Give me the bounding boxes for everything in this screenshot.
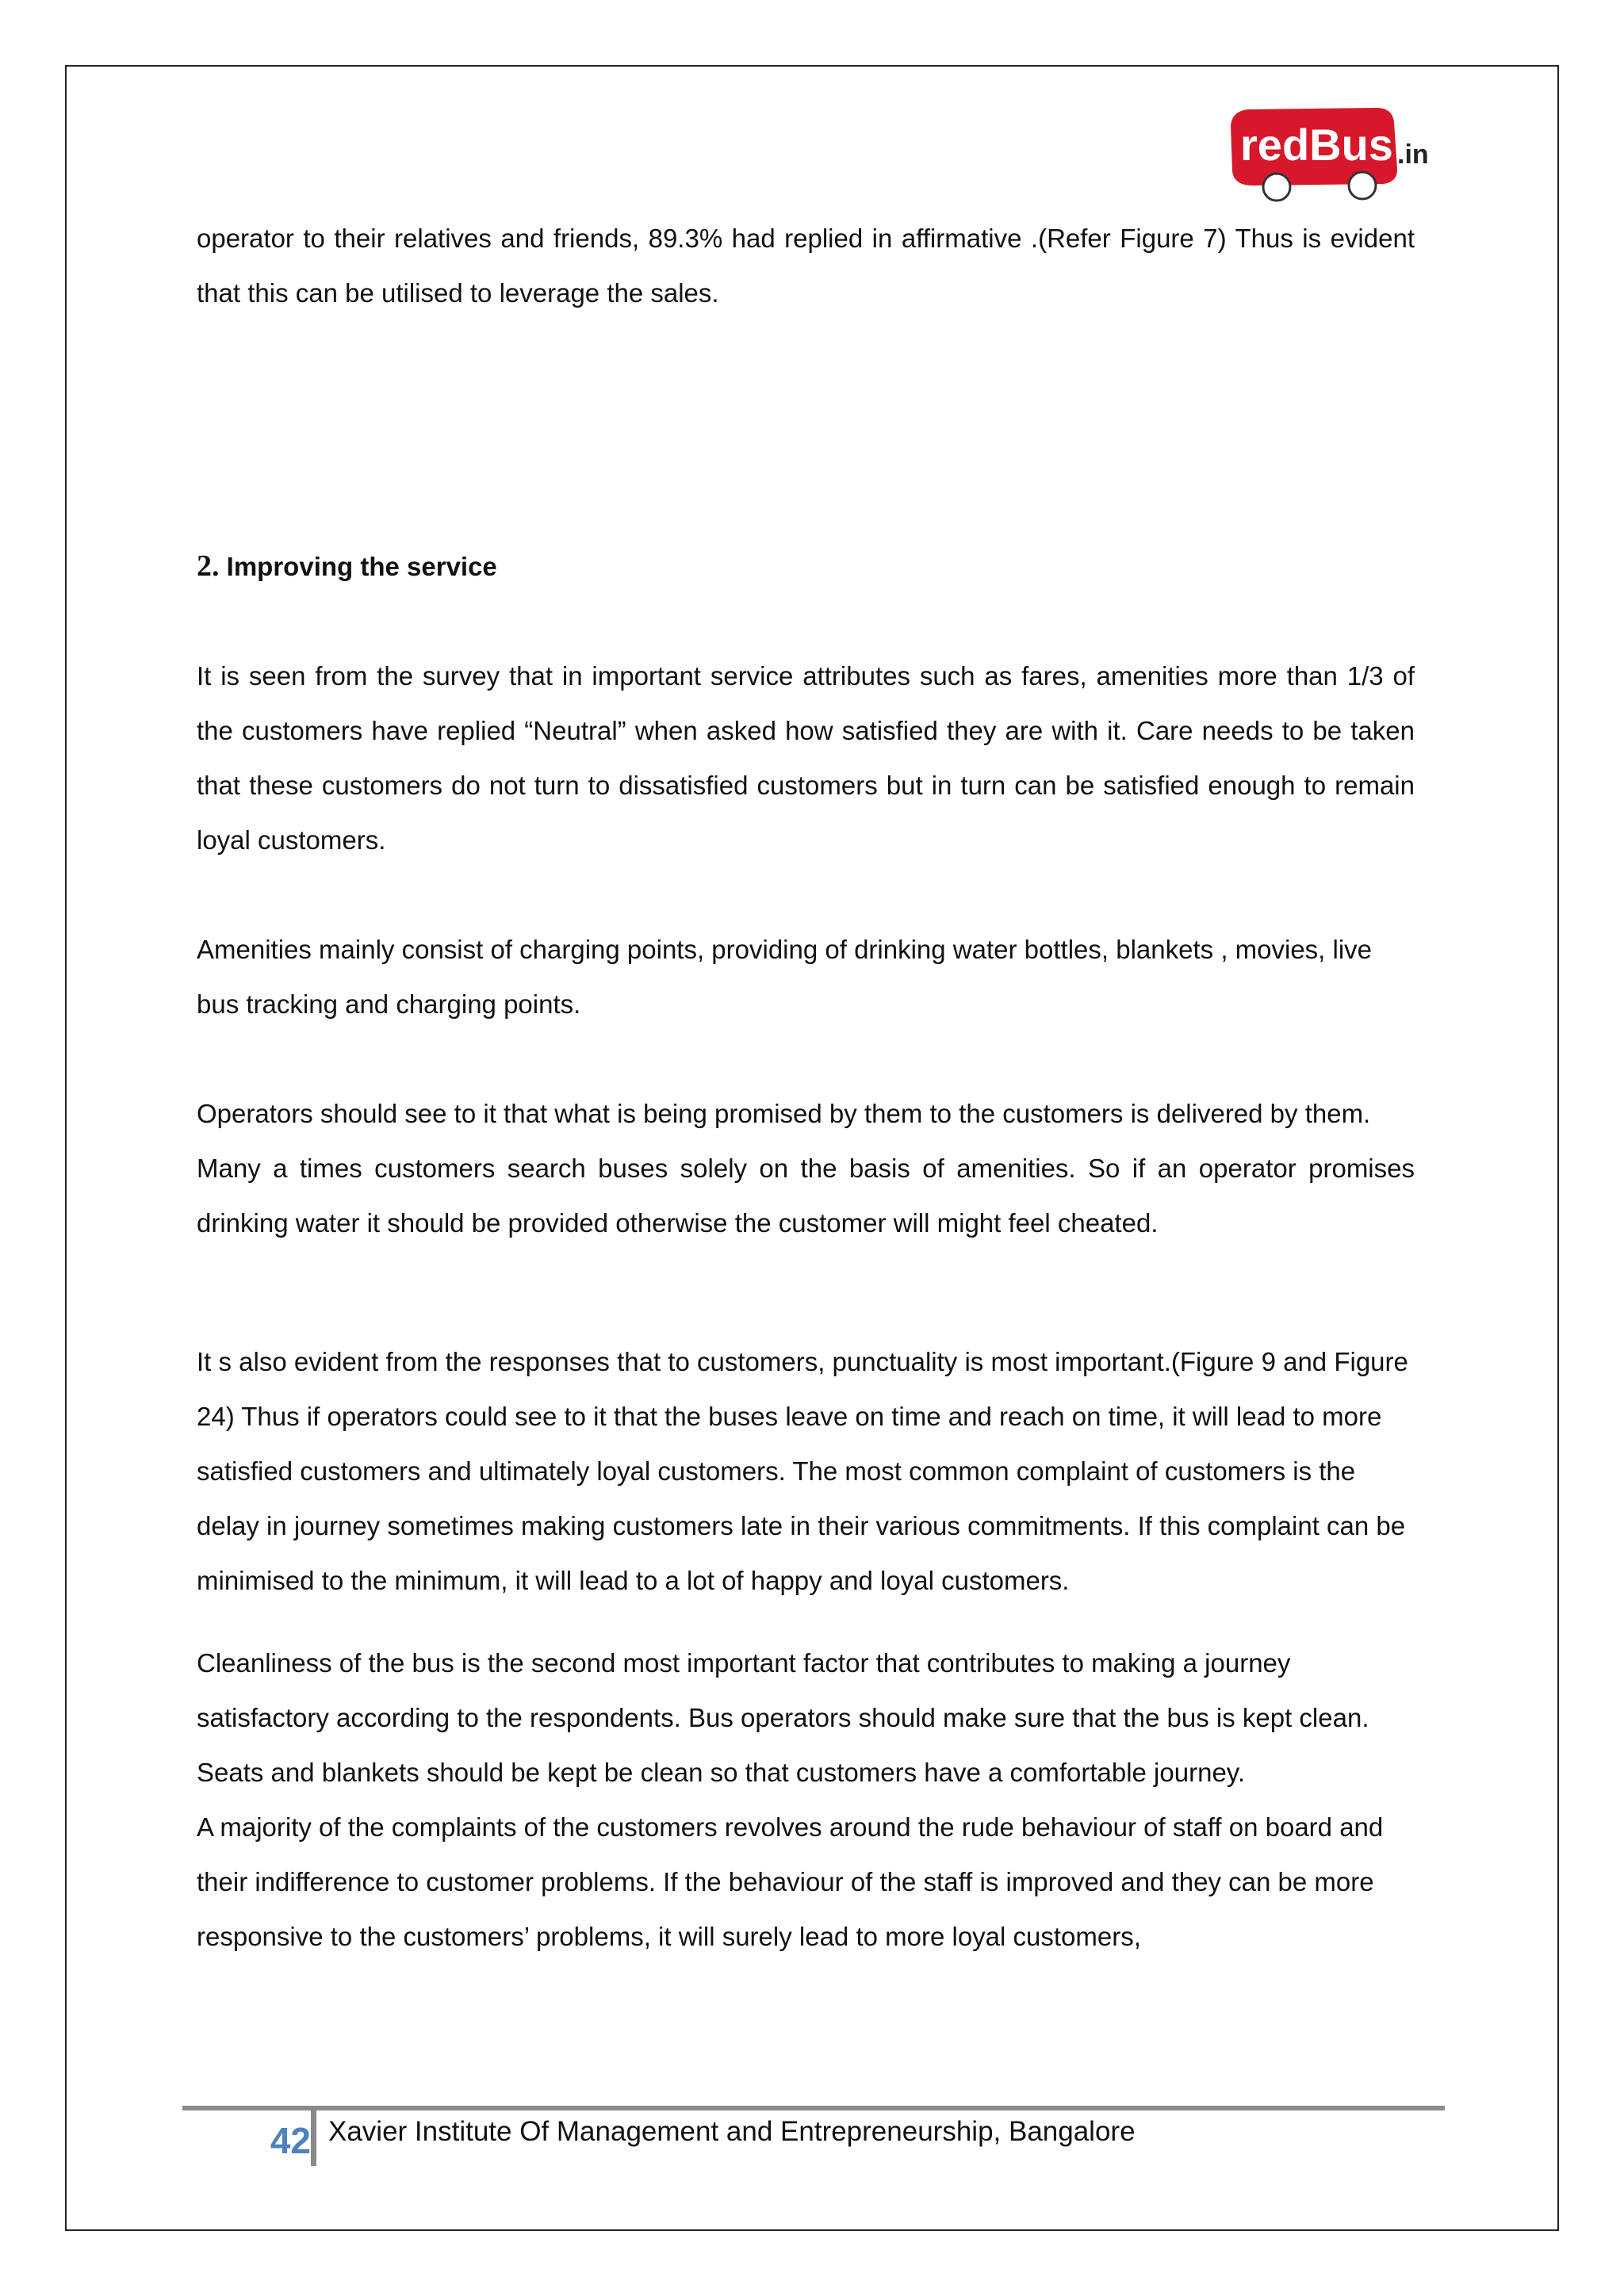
redbus-logo-graphic [1221, 101, 1435, 205]
spacer [197, 594, 1415, 649]
spacer [197, 1608, 1415, 1636]
logo-wordmark: redBus [1240, 120, 1393, 170]
section-number: 2. [197, 549, 220, 583]
paragraph-cleanliness: Cleanliness of the bus is the second most important factor that contributes to making a journey satisfactory according to the respondents. Bus operators should make sure that the bus is kept clean. Seats and blankets should be kept be clean so that customers have a comfortable journey. [197, 1648, 1369, 1787]
paragraph-neutral-customers: It is seen from the survey that in important service attributes such as fares, amenities more than 1/3 of the customers have replied “Neutral” when asked how satisfied they are with it. Care needs to be taken that these customers do not turn to dissatisfied customers but in turn can be satisfied enough to remain loyal customers. [197, 661, 1415, 855]
spacer [197, 320, 1415, 539]
section-title: Improving the service [226, 552, 497, 581]
footer-rule [182, 2106, 1445, 2110]
paragraph-search-amenities: Many a times customers search buses solely on the basis of amenities. So if an operator promises drinking water it should be provided otherwise the customer will might feel cheated. [197, 1154, 1415, 1238]
paragraph-staff-behaviour: A majority of the complaints of the customers revolves around the rude behaviour of staff on board and their indifference to customer problems. If the behaviour of the staff is improved and they can be more responsive to the customers’ problems, it will surely lead to more loyal customers, [197, 1812, 1384, 1951]
paragraph-punctuality: It s also evident from the responses that to customers, punctuality is most important.(Figure 9 and Figure 24) Thus if operators could see to it that the buses leave on time and reach on time, it will lead to more satisfied customers and ultimately loyal customers. The most common complaint of customers is the delay in journey sometimes making customers late in their various commitments. If this complaint can be minimised to the minimum, it will lead to a lot of happy and loyal customers. [197, 1347, 1408, 1595]
spacer [197, 1031, 1415, 1086]
spacer [197, 1250, 1415, 1334]
section-heading [197, 539, 1415, 594]
footer-institution: Xavier Institute Of Management and Entrepreneurship, Bangalore [328, 2116, 1136, 2147]
paragraph-continuation: operator to their relatives and friends, 89.3% had replied in affirmative .(Refer Figure 7) Thus is evident that this can be utilised to leverage the sales. [197, 224, 1415, 308]
main-content [197, 211, 1415, 1964]
paragraph-promises: Operators should see to it that what is being promised by them to the customers is delivered by them. [197, 1099, 1371, 1128]
redbus-logo [1221, 101, 1435, 205]
paragraph-amenities: Amenities mainly consist of charging points, providing of drinking water bottles, blankets , movies, live bus tracking and charging points. [197, 935, 1373, 1019]
logo-suffix: .in [1397, 140, 1429, 170]
footer-divider [311, 2110, 316, 2166]
spacer [197, 867, 1415, 922]
page-number: 42 [270, 2120, 311, 2161]
